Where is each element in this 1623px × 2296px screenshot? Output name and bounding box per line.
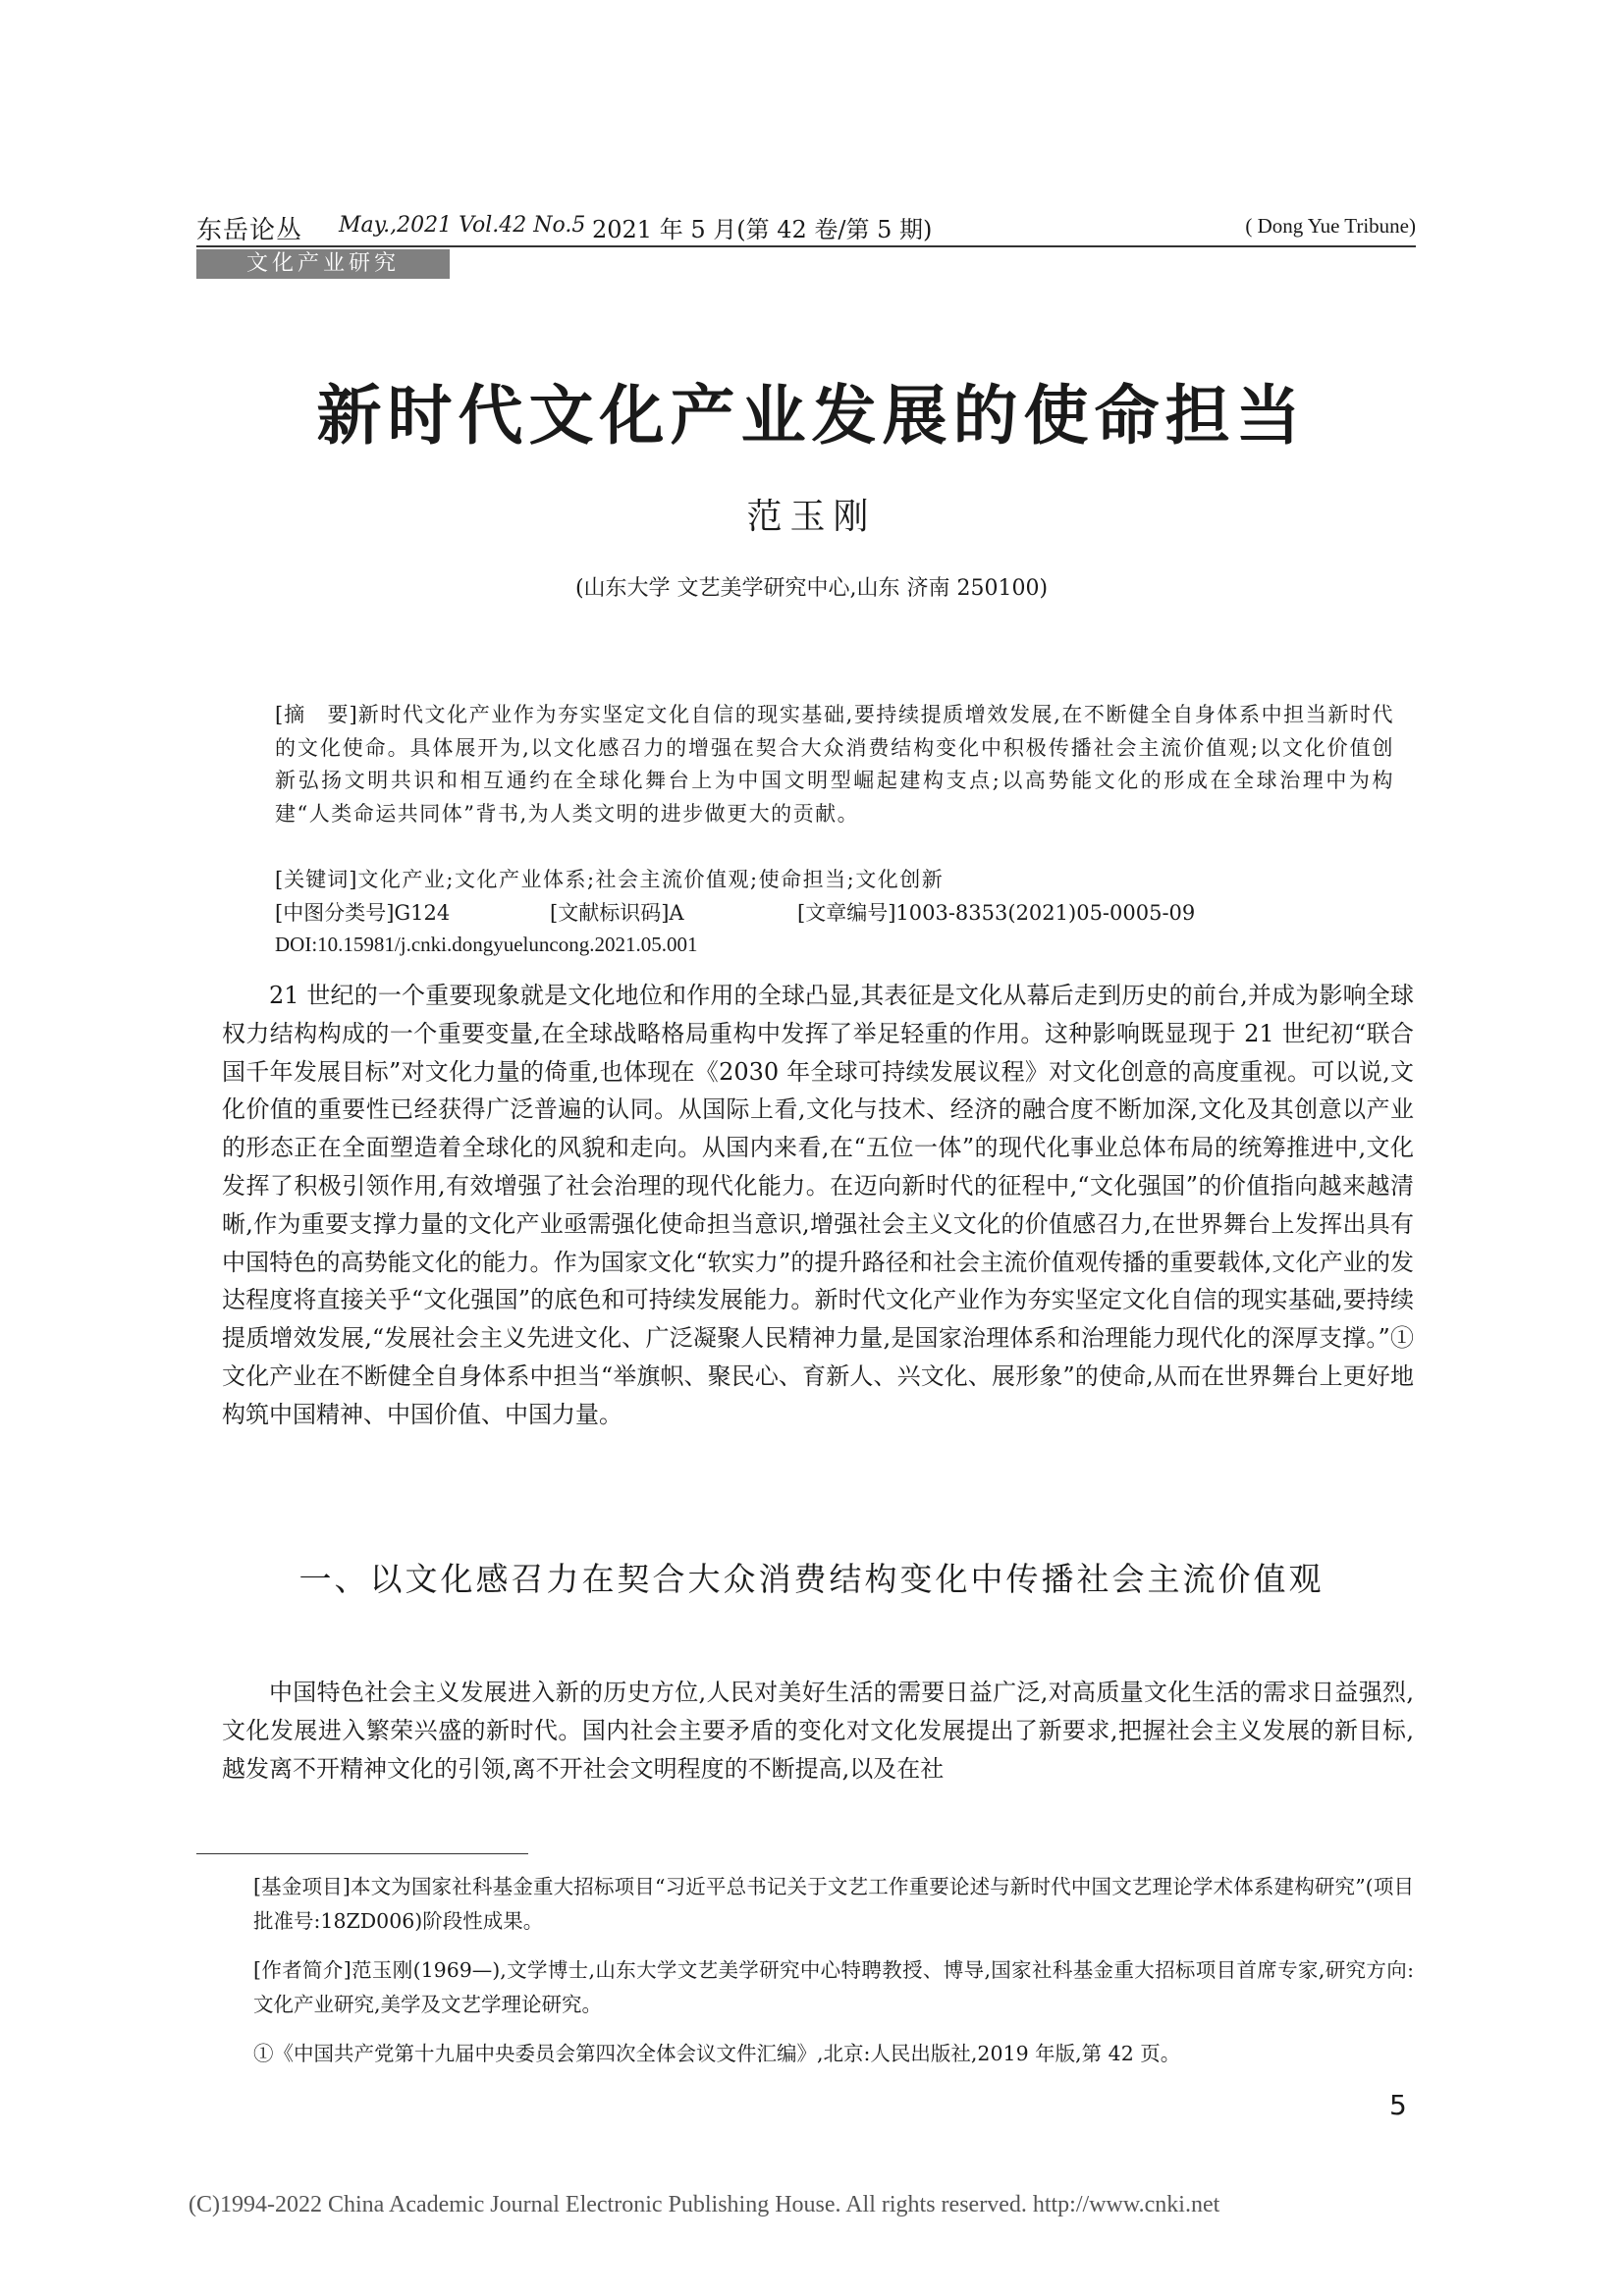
clc-value: G124 bbox=[394, 901, 451, 925]
copyright-notice: (C)1994-2022 China Academic Journal Electronic Publishing House. All rights reserved. http://www.cnki.net bbox=[189, 2192, 1220, 2217]
article-number bbox=[797, 897, 1195, 927]
column-tag: 文化产业研究 bbox=[196, 249, 450, 279]
header-rule bbox=[196, 245, 1416, 247]
abstract-label: [摘 要] bbox=[275, 703, 358, 726]
footnote-rule bbox=[196, 1853, 528, 1854]
author-name: 范玉刚 bbox=[746, 497, 877, 537]
keywords-text: 文化产业;文化产业体系;社会主流价值观;使命担当;文化创新 bbox=[357, 868, 945, 891]
issue-info-en: May.,2021 Vol.42 No.5 bbox=[339, 213, 586, 238]
keywords-label: [关键词] bbox=[275, 868, 358, 891]
issue-info-cn: 2021 年 5 月(第 42 卷/第 5 期) bbox=[592, 216, 933, 243]
document-code bbox=[550, 897, 684, 927]
body-paragraph: 中国特色社会主义发展进入新的历史方位,人民对美好生活的需要日益广泛,对高质量文化生活的需求日益强烈,文化发展进入繁荣兴盛的新时代。国内社会主要矛盾的变化对文化发展提出了新要求,把握社会主义发展的新目标,越发离不开精神文化的引领,离不开社会文明程度的不断提高,以及在社 bbox=[222, 1679, 1414, 1783]
keywords bbox=[275, 864, 1394, 897]
journal-name: 东岳论丛 bbox=[196, 216, 303, 245]
footnote-author-bio: [作者简介]范玉刚(1969—),文学博士,山东大学文艺美学研究中心特聘教授、博导,国家社科基金重大招标项目首席专家,研究方向:文化产业研究,美学及文艺学理论研究。 bbox=[253, 1958, 1414, 2016]
footnote-reference: ①《中国共产党第十九届中央委员会第四次全体会议文件汇编》,北京:人民出版社,2019 年版,第 42 页。 bbox=[253, 2042, 1181, 2065]
clc-label: [中图分类号] bbox=[275, 901, 395, 925]
article-title: 新时代文化产业发展的使命担当 bbox=[316, 378, 1307, 454]
abstract bbox=[275, 699, 1394, 830]
page-number: 5 bbox=[1389, 2089, 1407, 2121]
journal-name-en: ( Dong Yue Tribune) bbox=[1245, 214, 1416, 238]
document-code-value: A bbox=[669, 901, 684, 925]
article-number-value: 1003-8353(2021)05-0005-09 bbox=[895, 901, 1196, 925]
article-number-label: [文章编号] bbox=[797, 901, 896, 925]
body-paragraph: 21 世纪的一个重要现象就是文化地位和作用的全球凸显,其表征是文化从幕后走到历史的前台,并成为影响全球权力结构构成的一个重要变量,在全球战略格局重构中发挥了举足轻重的作用。这种影响既显现于 21 世纪初“联合国千年发展目标”对文化力量的倚重,也体现在《2030 年全球可持续发展议程》对文化创意的高度重视。可以说,文化价值的重要性已经获得广泛普遍的认同。从国际上看,文化与技术、经济的融合度不断加深,文化及其创意以产业的形态正在全面塑造着全球化的风貌和走向。从国内来看,在“五位一体”的现代化事业总体布局的统筹推进中,文化发挥了积极引领作用,有效增强了社会治理的现代化能力。在迈向新时代的征程中,“文化强国”的价值指向越来越清晰,作为重要支撑力量的文化产业亟需强化使命担当意识,增强社会主义文化的价值感召力,在世界舞台上发挥出具有中国特色的高势能文化的能力。作为国家文化“软实力”的提升路径和社会主流价值观传播的重要载体,文化产业的发达程度将直接关乎“文化强国”的底色和可持续发展能力。新时代文化产业作为夯实坚定文化自信的现实基础,要持续提质增效发展,“发展社会主义先进文化、广泛凝聚人民精神力量,是国家治理体系和治理能力现代化的深厚支撑。”①文化产业在不断健全自身体系中担当“举旗帜、聚民心、育新人、兴文化、展形象”的使命,从而在世界舞台上更好地构筑中国精神、中国价值、中国力量。 bbox=[222, 982, 1414, 1428]
abstract-text: 新时代文化产业作为夯实坚定文化自信的现实基础,要持续提质增效发展,在不断健全自身体系中担当新时代的文化使命。具体展开为,以文化感召力的增强在契合大众消费结构变化中积极传播社会主流价值观;以文化价值创新弘扬文明共识和相互通约在全球化舞台上为中国文明型崛起建构支点;以高势能文化的形成在全球治理中为构建“人类命运共同体”背书,为人类文明的进步做更大的贡献。 bbox=[275, 703, 1394, 826]
section-heading: 一、以文化感召力在契合大众消费结构变化中传播社会主流价值观 bbox=[298, 1560, 1325, 1598]
author-affiliation: (山东大学 文艺美学研究中心,山东 济南 250100) bbox=[574, 576, 1049, 601]
footnote-fund: [基金项目]本文为国家社科基金重大招标项目“习近平总书记关于文艺工作重要论述与新时代中国文艺理论学术体系建构研究”(项目批准号:18ZD006)阶段性成果。 bbox=[253, 1875, 1414, 1933]
clc-number bbox=[275, 897, 450, 927]
document-code-label: [文献标识码] bbox=[550, 901, 670, 925]
doi: DOI:10.15981/j.cnki.dongyueluncong.2021.05.001 bbox=[275, 933, 698, 956]
